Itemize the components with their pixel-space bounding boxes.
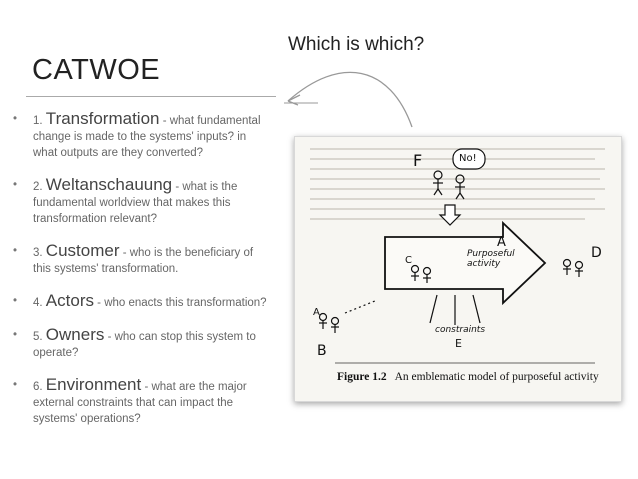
label-no: No!	[459, 153, 477, 164]
title-divider	[26, 96, 276, 97]
bullet: •	[13, 329, 18, 341]
bullet: •	[13, 379, 18, 391]
question-heading: Which is which?	[288, 34, 425, 55]
label-b: B	[317, 343, 327, 359]
label-a: A	[497, 235, 506, 250]
bullet: •	[13, 295, 18, 307]
label-activity: Purposeful activity	[467, 249, 515, 269]
bullet: •	[13, 245, 18, 257]
label-constraints: constraints	[435, 325, 486, 335]
curved-arrow-icon	[270, 55, 420, 135]
label-f: F	[413, 151, 423, 170]
slide-title: CATWOE	[32, 54, 161, 86]
list-item: • 4. Actors - who enacts this transformation?	[13, 291, 267, 310]
label-c: C	[405, 255, 412, 266]
label-e: E	[455, 337, 462, 350]
list-item: • 6. Environment - what are the major external constraints that can impact the systems' operations?	[13, 375, 247, 425]
label-d: D	[591, 245, 602, 261]
diagram-drawing	[295, 137, 621, 401]
list-item: • 1. Transformation - what fundamental change is made to the systems' inputs? in what outputs are they converted?	[13, 109, 261, 159]
bullet: •	[13, 113, 18, 125]
catwoe-list	[0, 111, 275, 427]
list-item: • 3. Customer - who is the beneficiary of this systems' transformation.	[13, 241, 254, 275]
list-item: • 2. Weltanschauung - what is the fundamental worldview that makes this transformation relevant?	[13, 175, 238, 225]
figure-image	[294, 136, 622, 402]
list-item: • 5. Owners - who can stop this system to operate?	[13, 325, 256, 359]
bullet: •	[13, 179, 18, 191]
label-a-secondary: A	[313, 307, 320, 318]
figure-caption: Figure 1.2 An emblematic model of purposeful activity	[337, 371, 599, 383]
